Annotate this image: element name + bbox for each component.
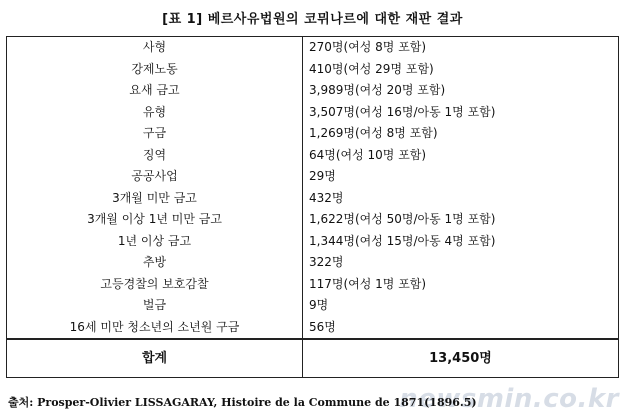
table-row xyxy=(7,252,619,274)
table-row xyxy=(7,231,619,253)
category-cell: 사형 xyxy=(7,37,303,59)
category-cell: 구금 xyxy=(7,123,303,145)
table-row xyxy=(7,209,619,231)
table-row xyxy=(7,166,619,188)
total-label: 합계 xyxy=(7,339,303,378)
table-row xyxy=(7,188,619,210)
total-row xyxy=(7,339,619,378)
value-cell: 117명(여성 1명 포함) xyxy=(303,274,619,296)
category-cell: 유형 xyxy=(7,102,303,124)
total-value: 13,450명 xyxy=(303,339,619,378)
sentence-table xyxy=(6,36,619,378)
value-cell: 3,989명(여성 20명 포함) xyxy=(303,80,619,102)
value-cell: 270명(여성 8명 포함) xyxy=(303,37,619,59)
category-cell: 1년 이상 금고 xyxy=(7,231,303,253)
watermark: newsmin.co.kr xyxy=(399,384,619,414)
value-cell: 64명(여성 10명 포함) xyxy=(303,145,619,167)
category-cell: 요새 금고 xyxy=(7,80,303,102)
table-row xyxy=(7,145,619,167)
category-cell: 벌금 xyxy=(7,295,303,317)
table-row xyxy=(7,123,619,145)
value-cell: 56명 xyxy=(303,317,619,340)
value-cell: 1,622명(여성 50명/아동 1명 포함) xyxy=(303,209,619,231)
category-cell: 추방 xyxy=(7,252,303,274)
category-cell: 강제노동 xyxy=(7,59,303,81)
value-cell: 3,507명(여성 16명/아동 1명 포함) xyxy=(303,102,619,124)
value-cell: 432명 xyxy=(303,188,619,210)
table-row xyxy=(7,317,619,340)
value-cell: 29명 xyxy=(303,166,619,188)
table-row xyxy=(7,37,619,59)
category-cell: 징역 xyxy=(7,145,303,167)
table-row xyxy=(7,80,619,102)
value-cell: 322명 xyxy=(303,252,619,274)
table-row xyxy=(7,102,619,124)
value-cell: 1,269명(여성 8명 포함) xyxy=(303,123,619,145)
value-cell: 9명 xyxy=(303,295,619,317)
table-title: [표 1] 베르사유법원의 코뮈나르에 대한 재판 결과 xyxy=(162,12,463,27)
table-row xyxy=(7,295,619,317)
table-row xyxy=(7,274,619,296)
category-cell: 16세 미만 청소년의 소년원 구금 xyxy=(7,317,303,340)
value-cell: 410명(여성 29명 포함) xyxy=(303,59,619,81)
value-cell: 1,344명(여성 15명/아동 4명 포함) xyxy=(303,231,619,253)
source-caption: 출처: Prosper-Olivier LISSAGARAY, Histoire de la Commune de 1871(1896.5) xyxy=(8,396,477,409)
category-cell: 3개월 이상 1년 미만 금고 xyxy=(7,209,303,231)
category-cell: 3개월 미만 금고 xyxy=(7,188,303,210)
category-cell: 공공사업 xyxy=(7,166,303,188)
category-cell: 고등경찰의 보호감찰 xyxy=(7,274,303,296)
table-row xyxy=(7,59,619,81)
